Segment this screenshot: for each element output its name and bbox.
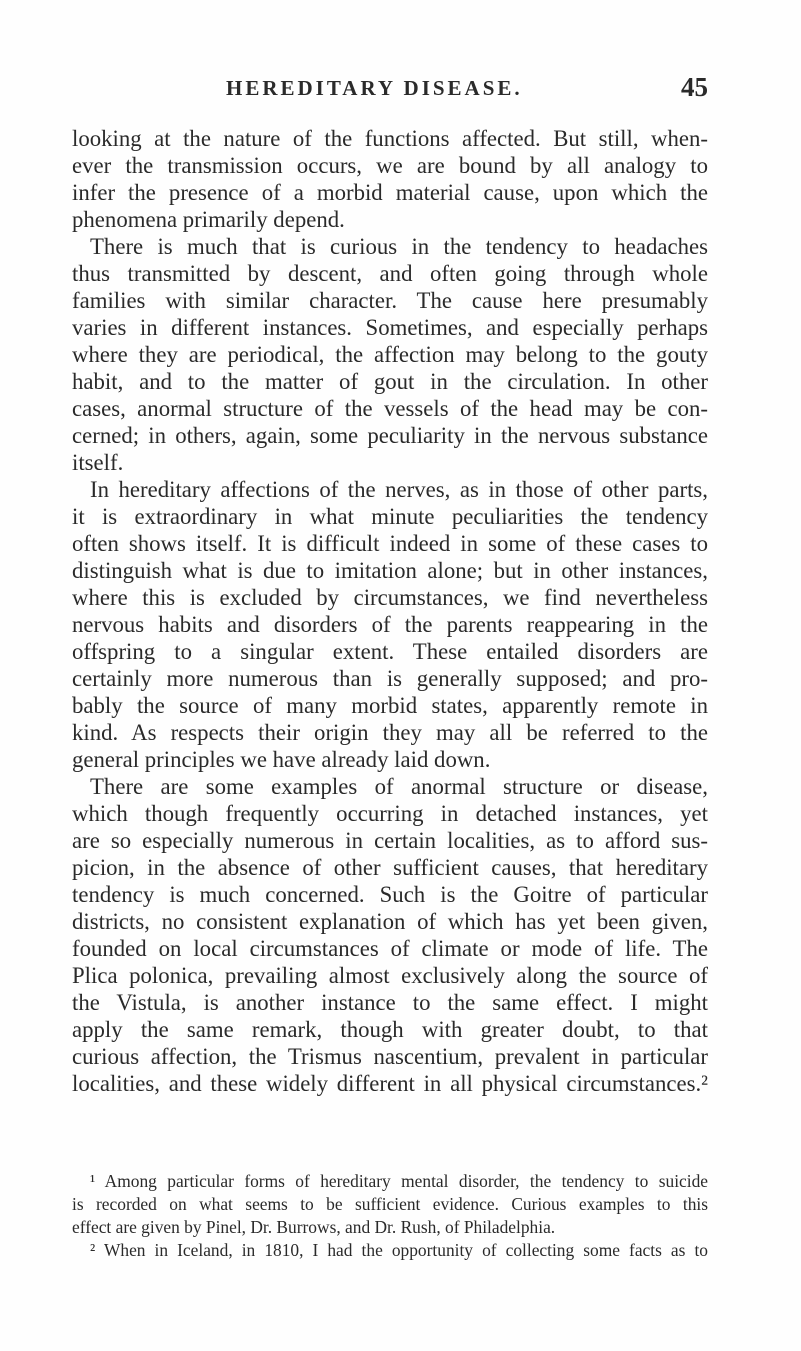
footnote-line: effect are given by Pinel, Dr. Burrows, and Dr. Rush, of Philadelphia.: [72, 1217, 556, 1237]
text-line: There is much that is curious in the tendency to headaches: [90, 234, 708, 259]
text-line: founded on local circumstances of climate or mode of life. The: [72, 936, 708, 961]
text-line: nervous habits and disorders of the parents reappearing in the: [72, 612, 708, 637]
text-line: picion, in the absence of other sufficient causes, that hereditary: [72, 855, 708, 880]
footnote-line: ² When in Iceland, in 1810, I had the opportunity of collecting some facts as to: [90, 1240, 708, 1260]
text-line: certainly more numerous than is generally supposed; and pro-: [72, 666, 708, 691]
text-line: it is extraordinary in what minute peculiarities the tendency: [72, 504, 708, 529]
text-line: cerned; in others, again, some peculiarity in the nervous substance: [72, 423, 708, 448]
text-line: curious affection, the Trismus nascentium, prevalent in particular: [72, 1044, 708, 1069]
text-line: habit, and to the matter of gout in the circulation. In other: [72, 369, 708, 394]
text-line: ever the transmission occurs, we are bound by all analogy to: [72, 153, 708, 178]
text-line: looking at the nature of the functions affected. But still, when-: [72, 126, 708, 151]
text-line: offspring to a singular extent. These entailed disorders are: [72, 639, 708, 664]
text-line: phenomena primarily depend.: [72, 207, 345, 232]
text-line: which though frequently occurring in detached instances, yet: [72, 801, 708, 826]
text-line: general principles we have already laid down.: [72, 747, 491, 772]
text-line: bably the source of many morbid states, apparently remote in: [72, 693, 708, 718]
body-text: [72, 125, 708, 1097]
text-line: are so especially numerous in certain localities, as to afford sus-: [72, 828, 708, 853]
page-number: 45: [681, 72, 708, 102]
text-line: thus transmitted by descent, and often going through whole: [72, 261, 708, 286]
text-line: cases, anormal structure of the vessels of the head may be con-: [72, 396, 708, 421]
text-line: apply the same remark, though with greater doubt, to that: [72, 1017, 708, 1042]
text-line: the Vistula, is another instance to the same effect. I might: [72, 990, 708, 1015]
text-line: itself.: [72, 450, 124, 475]
text-line: where they are periodical, the affection may belong to the gouty: [72, 342, 708, 367]
text-line: In hereditary affections of the nerves, as in those of other parts,: [90, 477, 708, 502]
text-line: kind. As respects their origin they may all be referred to the: [72, 720, 708, 745]
text-line: often shows itself. It is difficult indeed in some of these cases to: [72, 531, 708, 556]
text-line: families with similar character. The cause here presumably: [72, 288, 708, 313]
text-line: where this is excluded by circumstances, we find nevertheless: [72, 585, 708, 610]
text-line: infer the presence of a morbid material cause, upon which the: [72, 180, 708, 205]
text-line: districts, no consistent explanation of which has yet been given,: [72, 909, 708, 934]
running-title: HEREDITARY DISEASE.: [226, 76, 523, 100]
running-head: [226, 72, 756, 106]
text-line: localities, and these widely different in all physical circumstances.²: [72, 1071, 708, 1096]
text-line: Plica polonica, prevailing almost exclusively along the source of: [72, 963, 708, 988]
text-line: tendency is much concerned. Such is the Goitre of particular: [72, 882, 708, 907]
text-line: distinguish what is due to imitation alone; but in other instances,: [72, 558, 708, 583]
text-line: varies in different instances. Sometimes, and especially perhaps: [72, 315, 708, 340]
text-line: There are some examples of anormal structure or disease,: [90, 774, 708, 799]
footnote-line: is recorded on what seems to be sufficient evidence. Curious examples to this: [72, 1194, 708, 1214]
footnote-line: ¹ Among particular forms of hereditary mental disorder, the tendency to suicide: [90, 1171, 708, 1191]
footnotes: [72, 1170, 708, 1262]
